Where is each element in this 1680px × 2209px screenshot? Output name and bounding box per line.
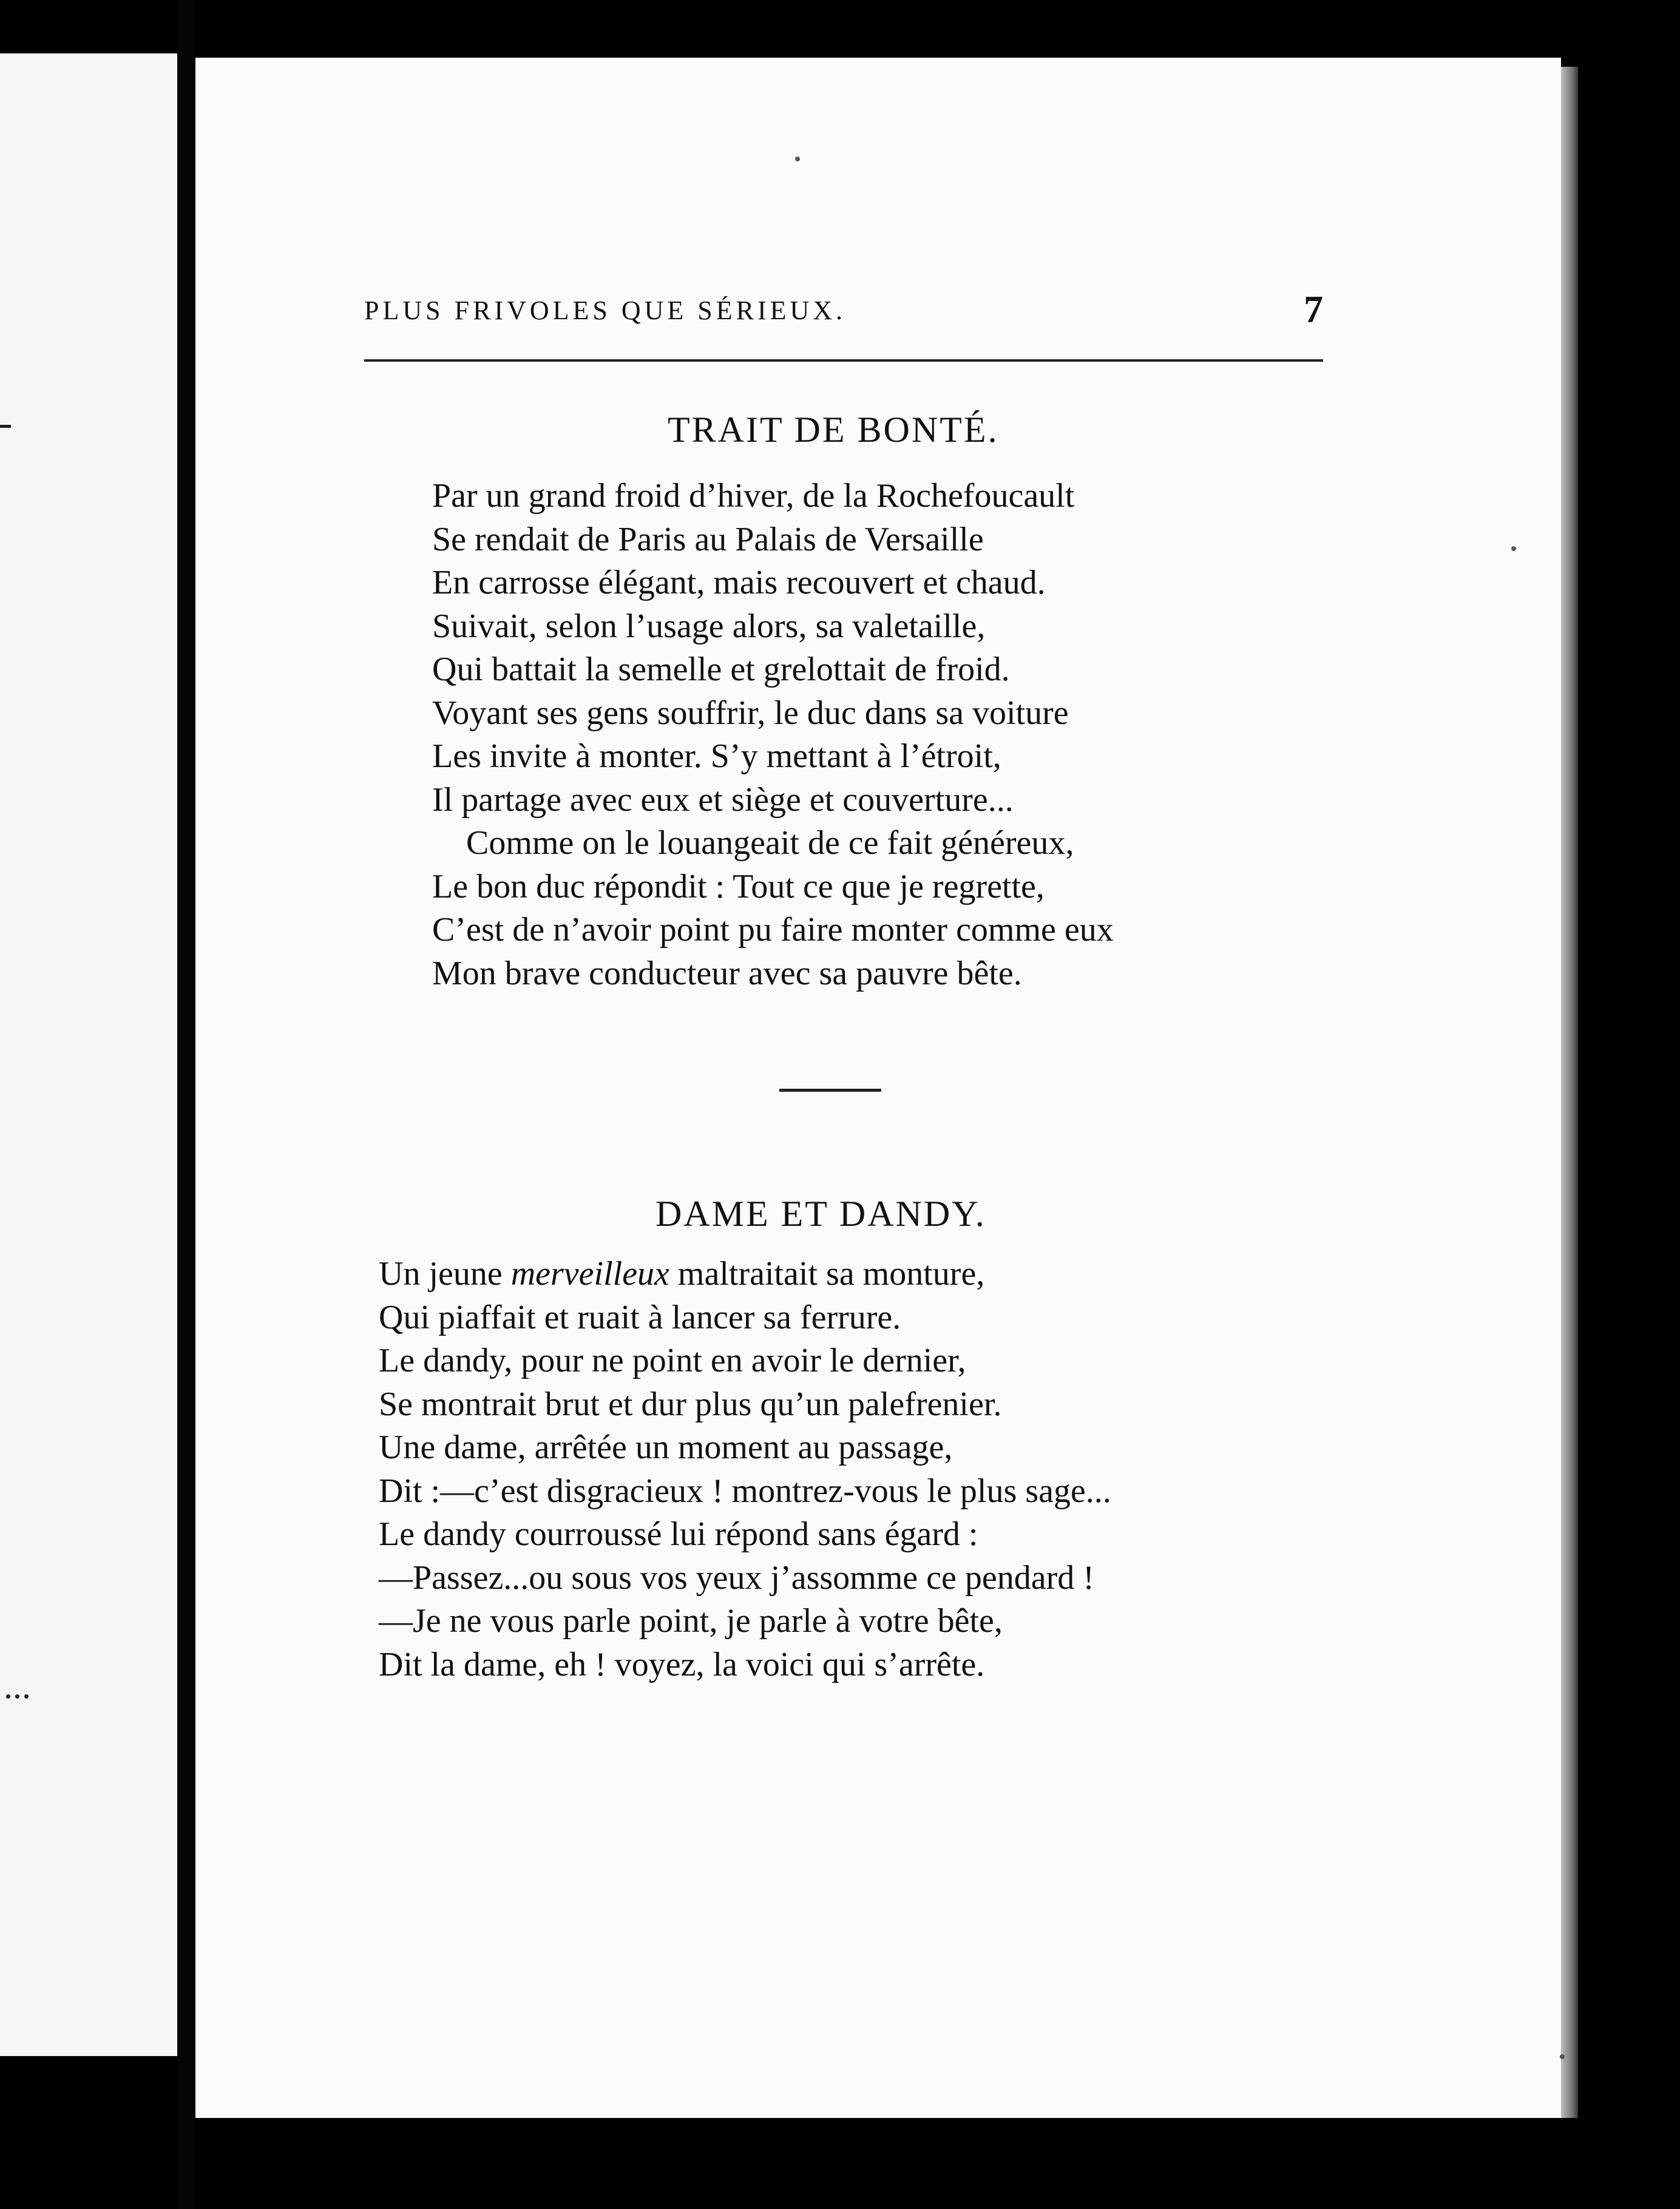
poem-body bbox=[379, 1253, 1111, 1686]
left-page-ellipsis: ... bbox=[4, 1666, 31, 1706]
poem-title: DAME ET DANDY. bbox=[655, 1194, 986, 1234]
poem-line: C’est de n’avoir point pu faire monter comme eux bbox=[432, 911, 1114, 949]
poem-body bbox=[432, 475, 1114, 995]
left-page-mark bbox=[0, 425, 11, 428]
line-text: Un jeune bbox=[379, 1255, 511, 1293]
poem-title: TRAIT DE BONTÉ. bbox=[668, 410, 999, 450]
italic-word: merveilleux bbox=[510, 1255, 669, 1293]
page-edge bbox=[1561, 67, 1578, 2118]
paper-speck bbox=[795, 157, 800, 161]
poem-line: —Je ne vous parle point, je parle à votre bête, bbox=[379, 1602, 1003, 1640]
poem-line bbox=[379, 1253, 1111, 1296]
poem-line: Comme on le louangeait de ce fait généreux, bbox=[466, 824, 1074, 862]
poem-line: Voyant ses gens souffrir, le duc dans sa voiture bbox=[432, 694, 1069, 732]
poem-line: Mon brave conducteur avec sa pauvre bête. bbox=[432, 954, 1022, 992]
poem-line: Se rendait de Paris au Palais de Versaille bbox=[432, 520, 984, 558]
poem-line: En carrosse élégant, mais recouvert et chaud. bbox=[432, 564, 1046, 601]
poem-line: Se montrait brut et dur plus qu’un palefrenier. bbox=[379, 1385, 1002, 1423]
poem-line: Par un grand froid d’hiver, de la Rochefoucault bbox=[432, 477, 1075, 515]
poem-line: Qui piaffait et ruait à lancer sa ferrure. bbox=[379, 1298, 901, 1336]
left-page-fragment bbox=[0, 53, 177, 2056]
poem-line: —Passez...ou sous vos yeux j’assomme ce pendard ! bbox=[379, 1558, 1094, 1597]
poem-line: Le dandy, pour ne point en avoir le dernier, bbox=[379, 1342, 966, 1379]
poem-line: Le dandy courroussé lui répond sans égard : bbox=[379, 1515, 978, 1553]
poem-line: Qui battait la semelle et grelottait de froid. bbox=[432, 651, 1010, 688]
poem-line: Il partage avec eux et siège et couverture... bbox=[432, 780, 1014, 819]
section-divider bbox=[779, 1089, 881, 1092]
poem-line: Le bon duc répondit : Tout ce que je regrette, bbox=[432, 867, 1045, 905]
poem-line: Les invite à monter. S’y mettant à l’étroit, bbox=[432, 737, 1001, 775]
page-number: 7 bbox=[1304, 288, 1323, 331]
running-head: PLUS FRIVOLES QUE SÉRIEUX. bbox=[364, 296, 847, 325]
book-page bbox=[195, 58, 1561, 2118]
header-rule bbox=[364, 359, 1323, 362]
paper-speck bbox=[1560, 2054, 1565, 2059]
book-gutter bbox=[177, 0, 195, 2209]
line-text: maltraitait sa monture, bbox=[669, 1255, 985, 1293]
poem-line: Suivait, selon l’usage alors, sa valetaille, bbox=[432, 607, 986, 645]
poem-line: Dit la dame, eh ! voyez, la voici qui s’arrête. bbox=[379, 1645, 985, 1683]
paper-speck bbox=[1511, 546, 1516, 551]
poem-line: Une dame, arrêtée un moment au passage, bbox=[379, 1429, 953, 1466]
poem-line: Dit :—c’est disgracieux ! montrez-vous le plus sage... bbox=[379, 1472, 1111, 1510]
